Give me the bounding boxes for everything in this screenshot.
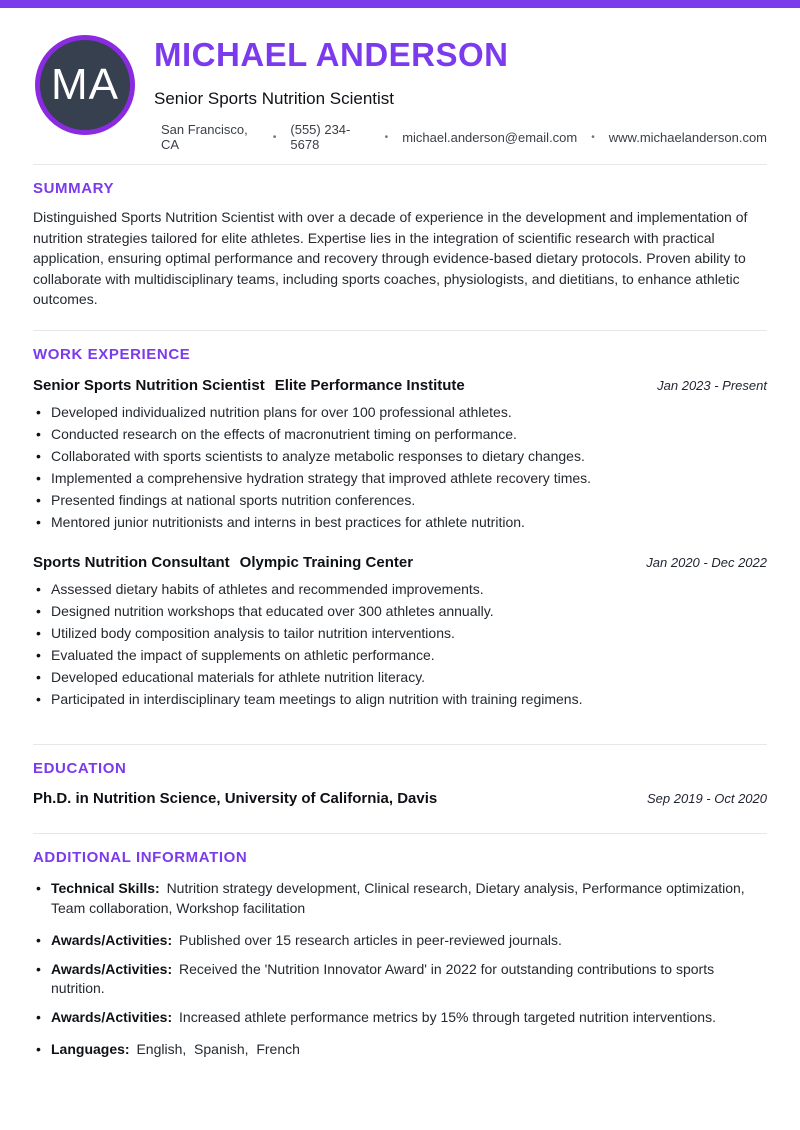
job-role: Sports Nutrition Consultant xyxy=(33,554,230,572)
job-company: Olympic Training Center xyxy=(239,554,414,572)
avatar xyxy=(35,35,135,135)
info-item-label: Awards/Activities: xyxy=(51,932,173,949)
job-bullet-list xyxy=(33,405,767,530)
spacer xyxy=(33,714,767,728)
education-dates: Sep 2019 - Oct 2020 xyxy=(647,791,767,807)
info-item-text: Increased athlete performance metrics by 15% through targeted nutrition interventions. xyxy=(179,1008,716,1025)
info-item-label: Technical Skills: xyxy=(51,880,160,897)
info-item-text: Received the 'Nutrition Innovator Award' in 2022 for outstanding contributions to sports nutrition. xyxy=(51,960,718,997)
bullet-separator-icon: • xyxy=(384,131,389,143)
work-experience-section xyxy=(33,331,767,745)
job-role: Senior Sports Nutrition Scientist xyxy=(33,376,265,394)
bullet-separator-icon: • xyxy=(272,131,277,143)
contact-website[interactable]: www.michaelanderson.com xyxy=(608,129,767,145)
job-bullet: • Developed educational materials for athlete nutrition literacy. xyxy=(33,670,767,685)
candidate-title: Senior Sports Nutrition Scientist xyxy=(154,89,394,109)
additional-info-section xyxy=(33,834,767,1085)
contact-email[interactable]: michael.anderson@email.com xyxy=(402,129,578,145)
resume-header xyxy=(33,8,767,164)
work-experience-heading: WORK EXPERIENCE xyxy=(33,345,191,363)
info-item-label: Languages: xyxy=(51,1041,130,1058)
info-item-text: English, Spanish, French xyxy=(136,1041,300,1058)
job-bullet: • Mentored junior nutritionists and interns in best practices for athlete nutrition. xyxy=(33,515,767,530)
contact-phone: (555) 234-5678 xyxy=(290,122,351,153)
info-item xyxy=(33,879,767,918)
education-entry xyxy=(33,790,767,817)
education-heading: EDUCATION xyxy=(33,760,127,778)
summary-heading: SUMMARY xyxy=(33,180,115,198)
info-item-text: Nutrition strategy development, Clinical research, Dietary analysis, Performance optimization, Team collaboration, Workshop facilitation xyxy=(51,880,749,916)
accent-top-bar xyxy=(0,0,800,8)
education-degree: Ph.D. in Nutrition Science, University of California, Davis xyxy=(33,790,438,808)
info-item xyxy=(33,1008,767,1028)
job-bullet: • Evaluated the impact of supplements on athletic performance. xyxy=(33,648,767,663)
candidate-name: MICHAEL ANDERSON xyxy=(154,36,509,73)
job-bullet: • Designed nutrition workshops that educated over 300 athletes annually. xyxy=(33,604,767,619)
job-bullet: • Implemented a comprehensive hydration strategy that improved athlete recovery times. xyxy=(33,471,767,486)
avatar-initials: MA xyxy=(51,60,119,109)
info-item xyxy=(33,1040,767,1060)
info-item-label: Awards/Activities: xyxy=(51,1008,173,1025)
contact-location: San Francisco, CA xyxy=(161,122,248,153)
job-bullet-list xyxy=(33,582,767,707)
job-header xyxy=(33,377,767,394)
info-item xyxy=(33,931,767,951)
resume-page xyxy=(0,8,800,1085)
job-entry xyxy=(33,377,767,530)
job-dates: Jan 2023 - Present xyxy=(657,377,767,393)
info-item xyxy=(33,960,767,999)
additional-info-list xyxy=(33,879,767,1060)
bullet-separator-icon: • xyxy=(591,131,595,143)
job-bullet: • Participated in interdisciplinary team meetings to align nutrition with training regimens. xyxy=(33,692,767,707)
job-bullet: • Developed individualized nutrition plans for over 100 professional athletes. xyxy=(33,405,767,420)
additional-info-heading: ADDITIONAL INFORMATION xyxy=(33,849,248,867)
info-item-label: Awards/Activities: xyxy=(51,960,173,977)
job-company: Elite Performance Institute xyxy=(274,376,465,394)
job-bullet: • Conducted research on the effects of macronutrient timing on performance. xyxy=(33,427,767,442)
job-header xyxy=(33,554,767,571)
job-bullet: • Collaborated with sports scientists to analyze metabolic responses to dietary changes. xyxy=(33,449,767,464)
job-dates: Jan 2020 - Dec 2022 xyxy=(646,555,767,571)
contact-row xyxy=(161,122,767,152)
job-bullet: • Utilized body composition analysis to tailor nutrition interventions. xyxy=(33,626,767,641)
header-text xyxy=(154,35,767,152)
summary-text: Distinguished Sports Nutrition Scientist with over a decade of experience in the development and implementation of nutrition strategies tailored for elite athletes. Expertise lies in the integration of scientific research with practical application, ensuring optimal performance and recovery through evidence-based dietary protocols. Proven ability to collaborate with multidisciplinary teams, including sports coaches, physiologists, and dietitians, to enhance athletic outcomes. xyxy=(33,209,748,308)
education-section xyxy=(33,745,767,833)
info-item-text: Published over 15 research articles in peer-reviewed journals. xyxy=(179,932,562,949)
job-entry xyxy=(33,554,767,707)
job-bullet: • Presented findings at national sports nutrition conferences. xyxy=(33,493,767,508)
summary-section xyxy=(33,165,767,330)
job-bullet: • Assessed dietary habits of athletes and recommended improvements. xyxy=(33,582,767,597)
